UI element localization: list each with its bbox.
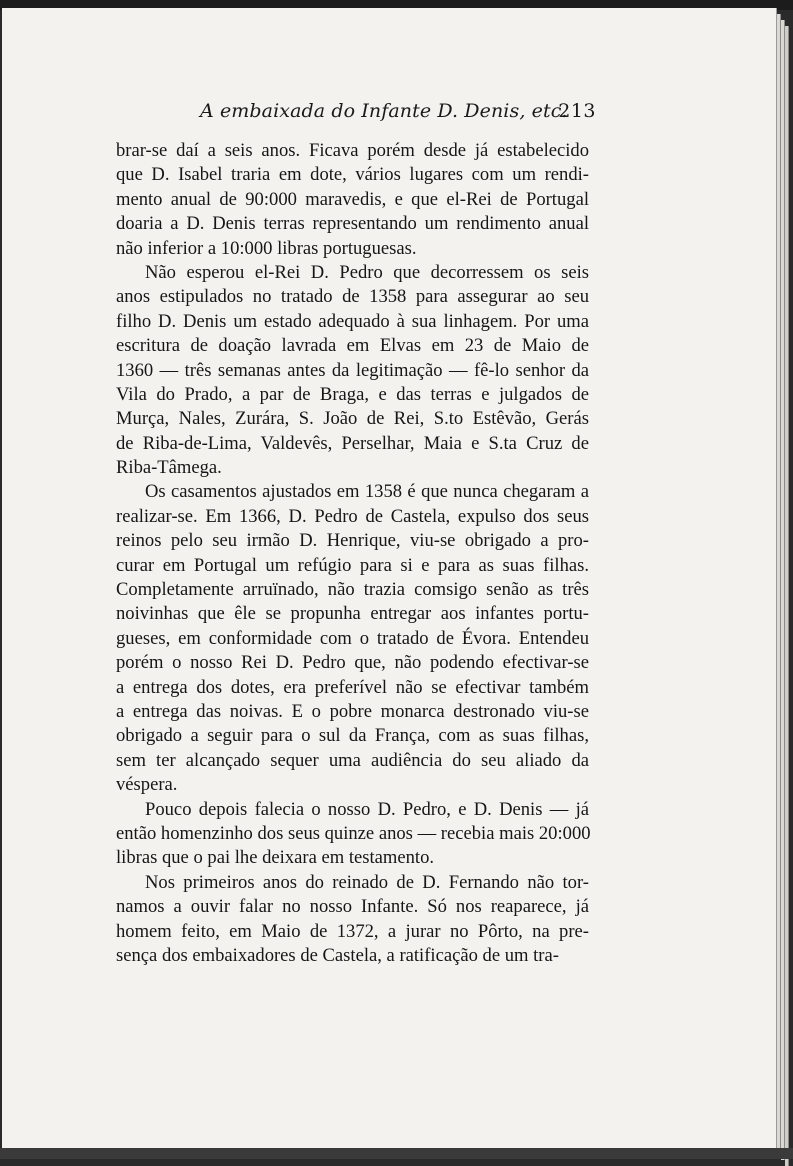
text-line: então homenzinho dos seus quinze anos — recebia mais 20:000 [116, 822, 591, 844]
text-line: Riba-Tâmega. [116, 457, 222, 479]
text-line: doaria a D. Denis terras representando um rendimento anual [116, 213, 589, 235]
text-line: Não esperou el-Rei D. Pedro que decorressem os seis [145, 261, 589, 283]
text-line: filho D. Denis um estado adequado à sua linhagem. Por uma [116, 310, 589, 332]
text-line: Os casamentos ajustados em 1358 é que nunca chegaram a [145, 481, 589, 503]
text-line: de Riba-de-Lima, Valdevês, Perselhar, Maia e S.ta Cruz de [116, 432, 589, 454]
paragraph [116, 798, 589, 871]
text-line: 1360 — três semanas antes da legitimação — fê-lo senhor da [116, 359, 589, 381]
text-line: realizar-se. Em 1366, D. Pedro de Castela, expulso dos seus [116, 505, 589, 527]
text-line: Murça, Nales, Zurára, S. João de Rei, S.to Estêvão, Gerás [116, 408, 589, 430]
text-line: noivinhas que êle se propunha entregar aos infantes portu- [116, 603, 589, 625]
text-line: não inferior a 10:000 libras portuguesas. [116, 237, 417, 259]
text-line: homem feito, em Maio de 1372, a jurar no Pôrto, na pre- [116, 920, 589, 942]
page-stack-edge [781, 20, 785, 1160]
text-line: namos a ouvir falar no nosso Infante. Só nos reaparece, já [116, 896, 589, 918]
running-title: A embaixada do Infante D. Denis, etc. [200, 100, 568, 122]
paragraph [116, 480, 589, 797]
text-line: Pouco depois falecia o nosso D. Pedro, e D. Denis — já [145, 798, 589, 820]
page-stack-edge [777, 14, 781, 1154]
text-line: que D. Isabel traria em dote, vários lugares com um rendi- [116, 164, 589, 186]
paragraph [116, 871, 589, 969]
text-line: porém o nosso Rei D. Pedro que, não podendo efectivar-se [116, 652, 589, 674]
page-stack-edge [785, 26, 789, 1166]
text-line: reinos pelo seu irmão D. Henrique, viu-se obrigado a pro- [116, 530, 589, 552]
text-line: sem ter alcançado sequer uma audiência do seu aliado da [116, 749, 589, 771]
text-line: brar-se daí a seis anos. Ficava porém desde já estabelecido [116, 140, 589, 161]
text-line: anos estipulados no tratado de 1358 para assegurar ao seu [116, 286, 589, 308]
paragraph [116, 139, 589, 261]
body-text [116, 139, 589, 968]
text-line: obrigado a seguir para o sul da França, com as suas filhas, [116, 725, 589, 747]
page-header [116, 98, 596, 128]
text-line: escritura de doação lavrada em Elvas em 23 de Maio de [116, 335, 589, 357]
text-line: Completamente arruïnado, não trazia comsigo senão as três [116, 579, 589, 601]
text-line: curar em Portugal um refúgio para si e para as suas filhas. [116, 554, 589, 576]
paragraph [116, 261, 589, 481]
text-line: véspera. [116, 774, 178, 796]
text-line: gueses, em conformidade com o tratado de Évora. Entendeu [116, 627, 589, 649]
text-line: mento anual de 90:000 maravedis, e que el-Rei de Portugal [116, 188, 589, 210]
text-line: sença dos embaixadores de Castela, a ratificação de um tra- [116, 944, 559, 966]
scan-bottom-border [0, 1148, 793, 1159]
text-line: libras que o pai lhe deixara em testamento. [116, 847, 435, 869]
text-line: a entrega das noivas. E o pobre monarca destronado viu-se [116, 700, 589, 722]
text-line: Nos primeiros anos do reinado de D. Fernando não tor- [145, 871, 589, 893]
text-line: a entrega dos dotes, era preferível não se efectivar também [116, 676, 589, 698]
page-number: 213 [558, 100, 596, 122]
text-line: Vila do Prado, a par de Braga, e das terras e julgados de [116, 383, 589, 405]
